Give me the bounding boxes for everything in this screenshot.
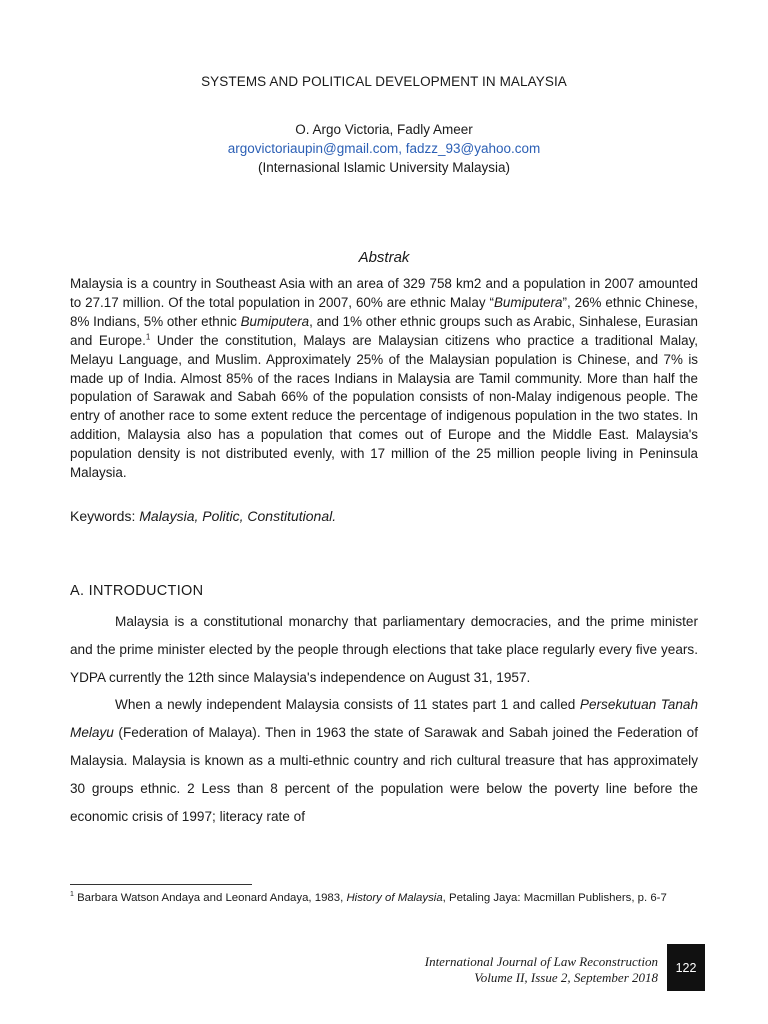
intro-heading: A. INTRODUCTION [70, 583, 204, 599]
intro-paragraph-1: Malaysia is a constitutional monarchy that parliamentary democracies, and the prime minister and the prime minister elected by the people through elections that take place regularly every five years. YDPA currently the 12th since Malaysia's independence on August 31, 1957. [70, 614, 698, 685]
author-affiliation: (Internasional Islamic University Malaysia) [257, 160, 511, 175]
footnote-seg-2: , Petaling Jaya: Macmillan Publishers, p. 6-7 [442, 892, 667, 904]
abstract-text [70, 275, 698, 483]
intro-body [70, 608, 698, 830]
author-names: O. Argo Victoria, Fadly Ameer [295, 122, 473, 137]
intro-paragraph-2 [70, 691, 698, 830]
author-block [70, 120, 698, 177]
intro-p2-italic: Persekutuan Tanah Melayu [70, 697, 699, 741]
intro-p2-seg-2: (Federation of Malaya). Then in 1963 the state of Sarawak and Sabah joined the Federation of Malaysia. Malaysia is known as a multi-ethnic country and rich cultural treasure that has approximately 30 groups ethnic. 2 Less than 8 percent of the population were below the poverty line before the economic crisis of 1997; literacy rate of [70, 725, 698, 824]
keywords-label: Keywords [70, 508, 132, 524]
abstract-seg-3: , and 1% other ethnic groups such as Arabic, Sinhalese, Eurasian and Europe. [70, 313, 698, 348]
keywords-line [70, 508, 698, 524]
journal-volume: Volume II, Issue 2, September 2018 [474, 970, 658, 985]
paper-title: SYSTEMS AND POLITICAL DEVELOPMENT IN MALAYSIA [201, 74, 567, 89]
footnote-seg-1: Barbara Watson Andaya and Leonard Andaya, 1983, [73, 892, 347, 904]
footnote-marker: 1 [70, 891, 74, 899]
keywords-value: Malaysia, Politic, Constitutional. [139, 508, 337, 524]
abstract-seg-1: Malaysia is a country in Southeast Asia with an area of 329 758 km2 and a population in 2007 amounted to 27.17 million. Of the total population in 2007, 60% are ethnic Malay “ [70, 276, 698, 310]
abstract-heading: Abstrak [358, 249, 410, 266]
footnote-ref[interactable]: 1 [145, 332, 151, 342]
footnote-divider [70, 884, 252, 885]
abstract-seg-4: Under the constitution, Malays are Malaysian citizens who practice a traditional Malay, Melayu Language, and Muslim. Approximately 25% of the Malaysian population is Chinese, and 7% is made up of India. Almost 85% of the races Indians in Malaysia are Tamil community. More than half the population of Sarawak and Sabah 66% of the population consists of non-Malay indigenous people. The entry of another race to some extent reduce the percentage of indigenous population in the two states. In addition, Malaysia also has a population that comes out of Europe and the Middle East. Malaysia's population density is not distributed evenly, with 17 million of the 25 million people living in Peninsula Malaysia. [70, 332, 699, 481]
abstract-seg-2: ”, 26% ethnic Chinese, 8% Indians, 5% other ethnic [70, 294, 698, 329]
keywords-sep: : [131, 508, 140, 524]
journal-footer [425, 954, 658, 986]
abstract-italic-2: Bumiputera [240, 313, 310, 329]
author-emails[interactable]: argovictoriaupin@gmail.com, fadzz_93@yahoo.com [227, 141, 541, 156]
footnote-italic: History of Malaysia [346, 892, 443, 904]
page-number: 122 [667, 944, 705, 991]
footnote [70, 891, 706, 906]
journal-name: International Journal of Law Reconstruction [424, 954, 658, 969]
abstract-italic-1: Bumiputera [494, 294, 563, 310]
intro-p2-seg-1: When a newly independent Malaysia consists of 11 states part 1 and called [115, 697, 580, 713]
